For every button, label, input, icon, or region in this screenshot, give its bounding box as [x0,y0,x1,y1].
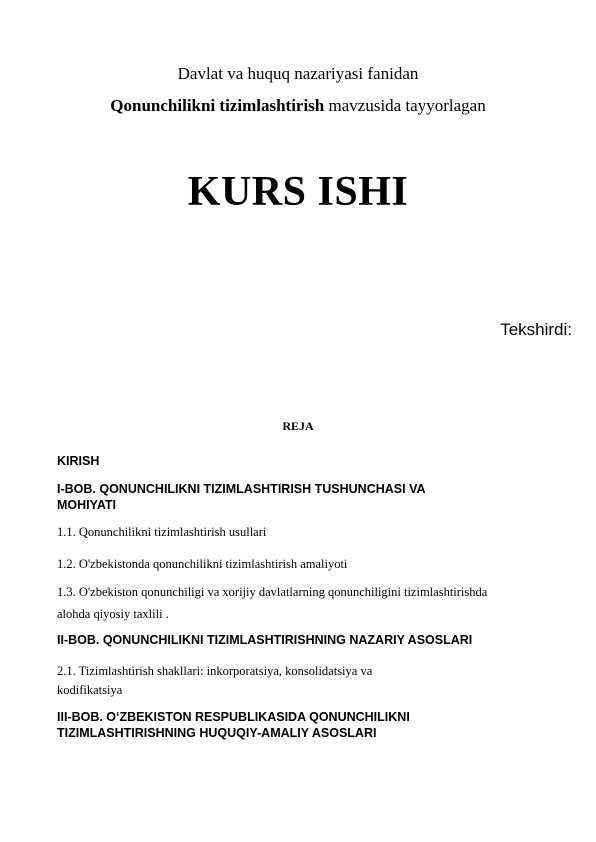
toc-section-1-2: 1.2. O'zbekistonda qonunchilikni tizimlashtirish amaliyoti [57,557,348,571]
toc-section-1-1: 1.1. Qonunchilikni tizimlashtirish usullari [57,525,267,539]
toc-chapter-2: II-BOB. QONUNCHILIKNI TIZIMLASHTIRISHNING NAZARIY ASOSLARI [57,633,473,647]
toc-section-1-3-line-2: alohda qiyosiy taxlili . [57,607,169,621]
toc-section-1-3-line-1: 1.3. O'zbekiston qonunchiligi va xorijiy davlatlarning qonunchiligini tizimlashtirishda [57,585,488,599]
topic-suffix: mavzusida tayyorlagan [324,96,486,115]
toc-chapter-3-line-1: III-BOB. O‘ZBEKISTON RESPUBLIKASIDA QONUNCHILIKNI [57,710,410,724]
subject-line: Davlat va huquq nazariyasi fanidan [177,64,419,83]
toc-section-2-1-line-1: 2.1. Tizimlashtirish shakllari: inkorporatsiya, konsolidatsiya va [57,664,373,678]
topic-line [0,96,596,116]
toc-chapter-3-line-2: TIZIMLASHTIRISHNING HUQUQIY-AMALIY ASOSLARI [57,726,377,740]
toc-chapter-1-line-1: I-BOB. QONUNCHILIKNI TIZIMLASHTIRISH TUSHUNCHASI VA [57,482,426,496]
plan-heading: REJA [282,419,314,433]
topic-name: Qonunchilikni tizimlashtirish [110,96,325,115]
document-title: KURS ISHI [187,169,409,215]
checked-by-label: Tekshirdi: [500,320,572,339]
toc-chapter-1-line-2: MOHIYATI [57,498,117,512]
toc-section-2-1-line-2: kodifikatsiya [57,683,123,697]
toc-introduction: KIRISH [57,454,100,468]
